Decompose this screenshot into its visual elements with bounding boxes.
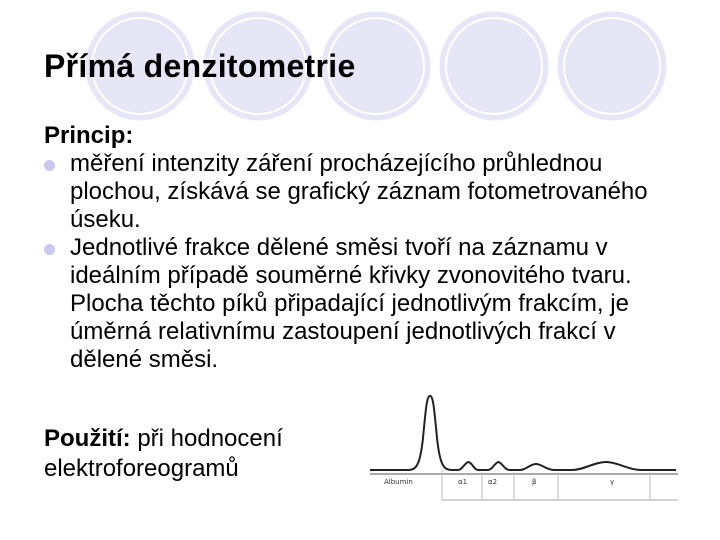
- usage-label: Použití:: [44, 425, 131, 452]
- densitogram-curve: [370, 396, 676, 470]
- decor-circle: [556, 10, 668, 122]
- principle-heading: Princip:: [44, 122, 134, 149]
- usage-text: při hodnocení elektroforeogramů: [44, 425, 283, 482]
- fraction-label-alpha1: α1: [458, 478, 468, 486]
- bullet-item: [44, 234, 694, 374]
- fraction-label-alpha2: α2: [488, 478, 498, 486]
- bullet-dot-icon: [44, 160, 55, 171]
- bullet-text: měření intenzity záření procházejícího průhlednou plochou, získává se grafický záznam fotometrovaného úseku.: [70, 150, 648, 233]
- slide-title: Přímá denzitometrie: [44, 48, 356, 84]
- densitogram-image: [360, 388, 690, 518]
- bullet-item: [44, 150, 694, 234]
- bullet-dot-icon: [44, 244, 55, 255]
- fraction-label-albumin: Albumin: [384, 478, 413, 486]
- fraction-label-beta: β: [532, 478, 537, 486]
- usage-paragraph: [44, 424, 364, 484]
- fraction-label-gamma: γ: [610, 478, 615, 486]
- slide-content: [44, 122, 694, 374]
- decor-circle: [438, 10, 550, 122]
- bullet-text: Jednotlivé frakce dělené směsi tvoří na záznamu v ideálním případě souměrné křivky zvonovitého tvaru. Plocha těchto píků připadající jednotlivým frakcím, je úměrná relativnímu zastoupení jednotlivých frakcí v dělené směsi.: [70, 234, 632, 373]
